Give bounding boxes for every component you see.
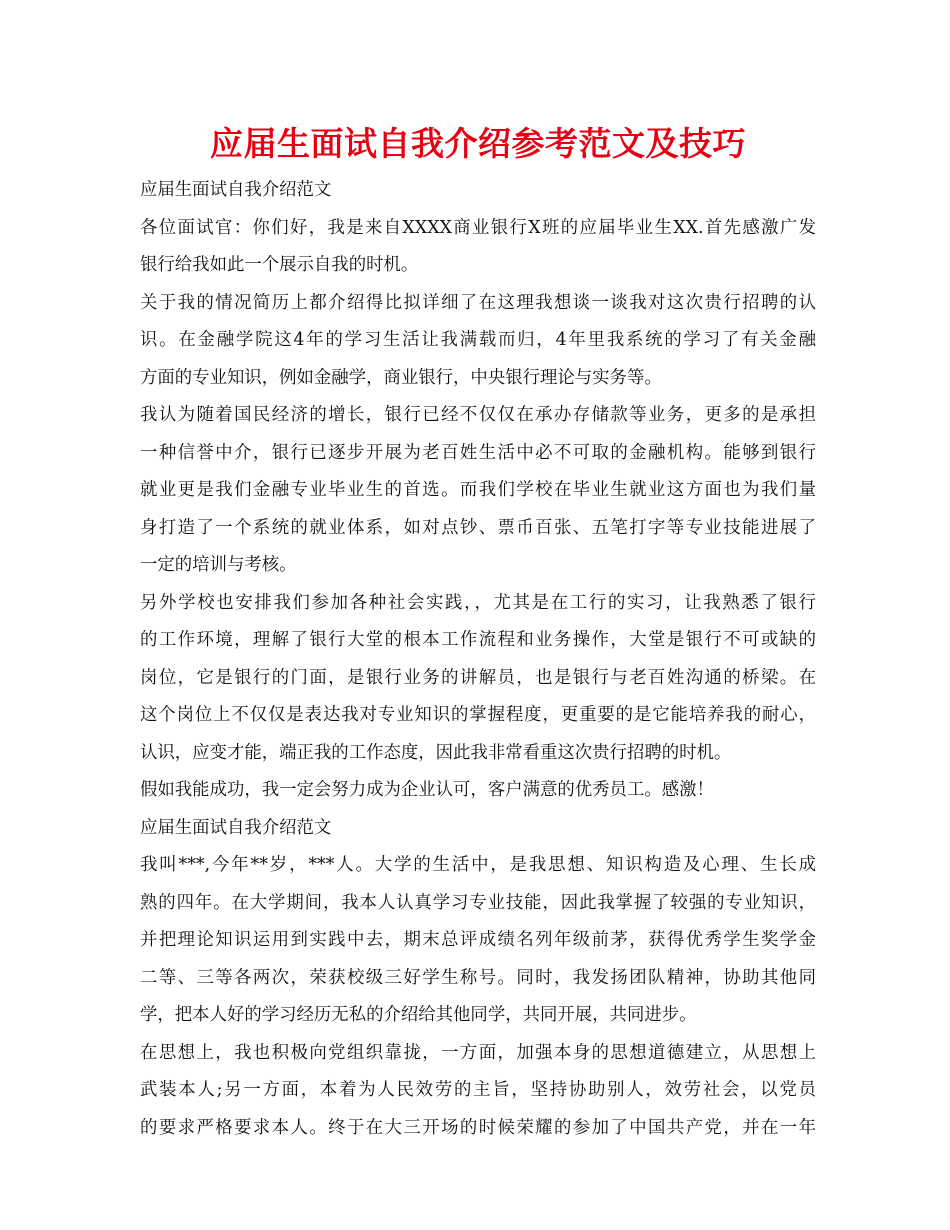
text-line: 就业更是我们金融专业毕业生的首选。而我们学校在毕业生就业这方面也为我们量 <box>140 480 816 500</box>
text-line: 识。在金融学院这4年的学习生活让我满载而归，4年里我系统的学习了有关金融 <box>140 330 816 350</box>
text-line: 并把理论知识运用到实践中去，期末总评成绩名列年级前茅，获得优秀学生奖学金 <box>140 930 816 950</box>
text-line: 银行给我如此一个展示自我的时机。 <box>140 255 419 275</box>
text-line: 在思想上，我也积极向党组织靠拢，一方面，加强本身的思想道德建立，从思想上 <box>140 1042 816 1063</box>
document-body <box>140 172 816 1147</box>
text-line: 的工作环境，理解了银行大堂的根本工作流程和业务操作，大堂是银行不可或缺的 <box>140 630 816 650</box>
text-line: 我叫***,今年**岁，***人。大学的生活中，是我思想、知识构造及心理、生长成 <box>140 855 816 875</box>
text-line: 一种信誉中介，银行已逐步开展为老百姓生活中必不可取的金融机构。能够到银行 <box>140 442 816 463</box>
text-line: 应届生面试自我介绍范文 <box>140 817 332 838</box>
text-line: 各位面试官：你们好，我是来自XXXX商业银行X班的应届毕业生XX.首先感激广发 <box>140 217 816 238</box>
text-line: 一定的培训与考核。 <box>140 555 297 575</box>
text-line: 学，把本人好的学习经历无私的介绍给其他同学，共同开展，共同进步。 <box>140 1005 697 1025</box>
text-line: 认识，应变才能，端正我的工作态度，因此我非常看重这次贵行招聘的时机。 <box>140 742 732 763</box>
text-line: 二等、三等各两次，荣获校级三好学生称号。同时，我发扬团队精神，协助其他同 <box>140 967 816 988</box>
text-line: 我认为随着国民经济的增长，银行已经不仅仅在承办存储款等业务，更多的是承担 <box>140 405 816 425</box>
text-line: 应届生面试自我介绍范文 <box>140 180 332 200</box>
text-line: 熟的四年。在大学期间，我本人认真学习专业技能，因此我掌握了较强的专业知识， <box>140 892 816 913</box>
document-title: 应届生面试自我介绍参考范文及技巧 <box>210 124 746 163</box>
text-line: 这个岗位上不仅仅是表达我对专业知识的掌握程度，更重要的是它能培养我的耐心， <box>140 705 816 725</box>
text-line: 岗位，它是银行的门面，是银行业务的讲解员，也是银行与老百姓沟通的桥梁。在 <box>140 667 816 688</box>
text-line: 身打造了一个系统的就业体系，如对点钞、票币百张、五笔打字等专业技能进展了 <box>140 517 816 538</box>
text-line: 武装本人;另一方面，本着为人民效劳的主旨，坚持协助别人，效劳社会，以党员 <box>140 1080 816 1100</box>
text-line: 关于我的情况简历上都介绍得比拟详细了在这理我想谈一谈我对这次贵行招聘的认 <box>140 292 816 313</box>
document-page <box>140 118 816 1147</box>
text-line: 假如我能成功，我一定会努力成为企业认可，客户满意的优秀员工。感激！ <box>140 780 714 800</box>
text-line: 的要求严格要求本人。终于在大三开场的时候荣耀的参加了中国共产党，并在一年 <box>140 1117 816 1138</box>
text-line: 另外学校也安排我们参加各种社会实践，，尤其是在工行的实习，让我熟悉了银行 <box>140 592 816 613</box>
text-line: 方面的专业知识，例如金融学，商业银行，中央银行理论与实务等。 <box>140 367 662 388</box>
